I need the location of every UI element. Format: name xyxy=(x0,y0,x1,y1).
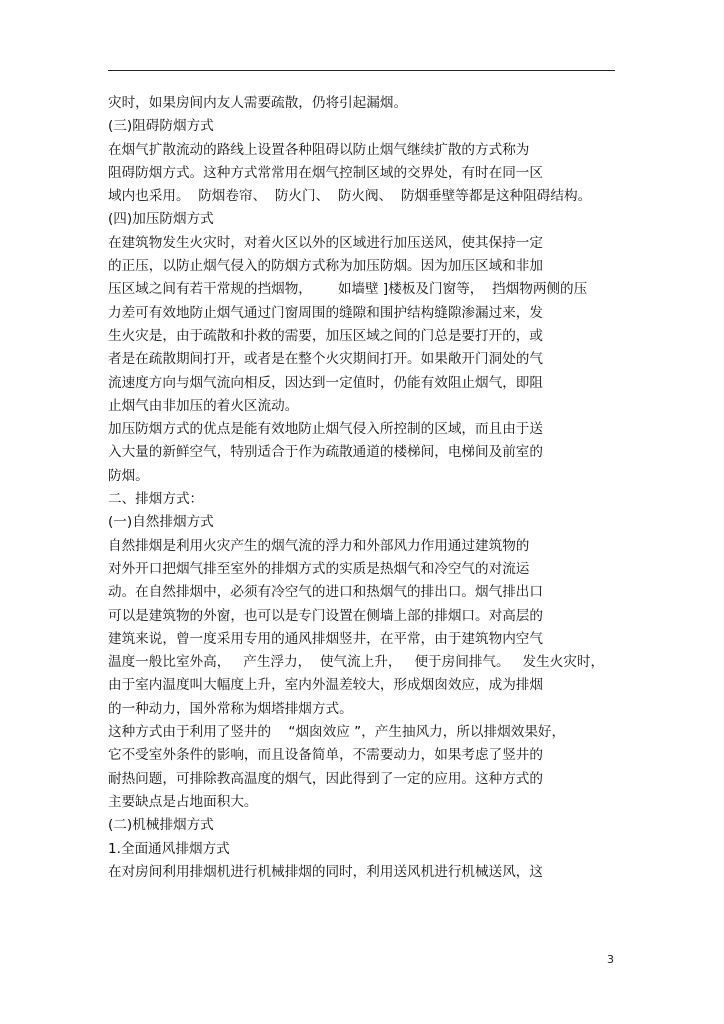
section-heading: (二)机械排烟方式 xyxy=(108,817,214,834)
text-line: 域内也采用。 防烟卷帘、 防火门、 防火阀、 防烟垂壁等都是这种阻碍结构。 xyxy=(108,188,592,205)
text-line: 压区域之间有若干常规的挡烟物， 如墙壁 ]楼板及门窗等， 挡烟物两侧的压 xyxy=(108,281,588,298)
body-text xyxy=(108,92,628,884)
text-line: 主要缺点是占地面积大。 xyxy=(108,793,258,810)
text-line: 可以是建筑物的外窗，也可以是专门设置在侧墙上部的排烟口。对高层的 xyxy=(108,607,543,624)
section-heading: (四)加压防烟方式 xyxy=(108,211,214,228)
text-line: 阻碍防烟方式。这种方式常常用在烟气控制区域的交界处，有时在同一区 xyxy=(108,164,543,181)
text-line: 入大量的新鲜空气，特别适合于作为疏散通道的楼梯间，电梯间及前室的 xyxy=(108,444,543,461)
text-line: 这种方式由于利用了竖井的 “烟囱效应 ”，产生抽风力，所以排烟效果好， xyxy=(108,724,566,741)
text-line: 灾时，如果房间内友人需要疏散，仍将引起漏烟。 xyxy=(108,95,408,111)
text-line: 动。在自然排烟中，必须有冷空气的进口和热烟气的排出口。烟气排出口 xyxy=(108,584,543,601)
text-line: 的正压，以防止烟气侵入的防烟方式称为加压防烟。因为加压区域和非加 xyxy=(108,258,543,275)
text-line: 力差可有效地防止烟气通过门窗周围的缝隙和围护结构缝隙渗漏过来，发 xyxy=(108,304,543,321)
header-rule xyxy=(108,70,615,71)
text-line: 温度一般比室外高， 产生浮力， 使气流上升， 便于房间排气。 发生火灾时， xyxy=(108,654,605,671)
text-line: 在对房间利用排烟机进行机械排烟的同时，利用送风机进行机械送风，这 xyxy=(108,863,543,880)
subsection-heading: 1.全面通风排烟方式 xyxy=(108,840,230,857)
text-line: 止烟气由非加压的着火区流动。 xyxy=(108,397,299,414)
text-line: 建筑来说，曾一度采用专用的通风排烟竖井，在平常，由于建筑物内空气 xyxy=(108,630,543,647)
text-line: 生火灾是，由于疏散和扑救的需要，加压区域之间的门总是要打开的，或 xyxy=(108,327,543,344)
section-heading: (一)自然排烟方式 xyxy=(108,514,214,531)
text-line: 对外开口把烟气排至室外的排烟方式的实质是热烟气和冷空气的对流运 xyxy=(108,560,530,577)
text-line: 加压防烟方式的优点是能有效地防止烟气侵入所控制的区域，而且由于送 xyxy=(108,421,543,438)
text-line: 自然排烟是利用火灾产生的烟气流的浮力和外部风力作用通过建筑物的 xyxy=(108,537,530,554)
text-line: 流速度方向与烟气流向相反，因达到一定值时，仍能有效阻止烟气，即阻 xyxy=(108,374,543,391)
page-number: 3 xyxy=(607,953,614,966)
text-line: 在烟气扩散流动的路线上设置各种阻碍以防止烟气继续扩散的方式称为 xyxy=(108,141,530,158)
section-heading: 二、排烟方式： xyxy=(108,491,204,508)
text-line: 在建筑物发生火灾时，对着火区以外的区域进行加压送风，使其保持一定 xyxy=(108,234,543,251)
text-line: 由于室内温度叫大幅度上升，室内外温差较大，形成烟囱效应，成为排烟 xyxy=(108,677,543,694)
text-line: 者是在疏散期间打开，或者是在整个火灾期间打开。如果敞开门洞处的气 xyxy=(108,351,543,368)
section-heading: (三)阻碍防烟方式 xyxy=(108,118,214,135)
text-line: 防烟。 xyxy=(108,467,149,484)
text-line: 的一种动力，国外常称为烟塔排烟方式。 xyxy=(108,700,353,717)
text-line: 耐热问题，可排除教高温度的烟气，因此得到了一定的应用。这种方式的 xyxy=(108,770,543,787)
text-line: 它不受室外条件的影响，而且设备简单，不需要动力，如果考虑了竖井的 xyxy=(108,747,543,764)
